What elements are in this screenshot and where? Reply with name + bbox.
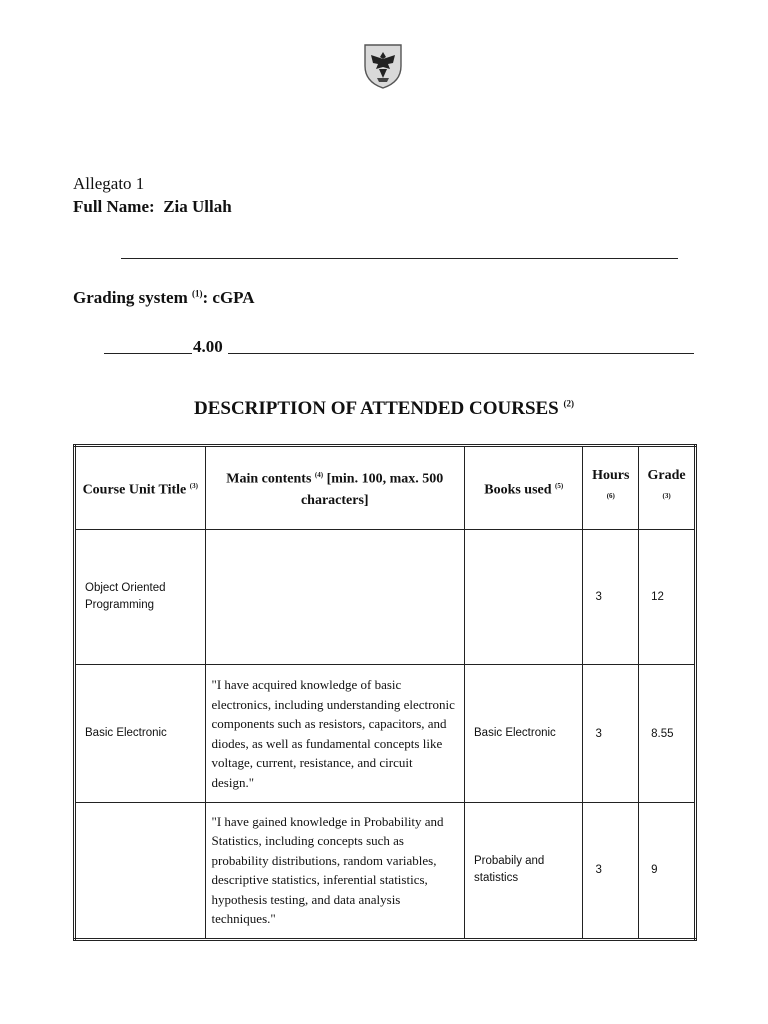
header-main-contents-note: [min. 100, max. 500 characters] [300, 471, 444, 508]
course-title-cell: Object Oriented Programming [75, 530, 206, 665]
table-header-row [75, 446, 696, 530]
header-hours [583, 446, 639, 530]
course-hours-cell: 3 [583, 802, 639, 939]
allegato-label: Allegato 1 [73, 174, 145, 193]
header-main-contents-text: Main contents [226, 471, 312, 487]
header-hours-text: Hours [592, 468, 630, 484]
gpa-value: 4.00 [193, 337, 223, 356]
header-course-title-footnote: (3) [189, 481, 198, 490]
header-books-used [465, 446, 583, 530]
full-name-value: Zia Ullah [163, 197, 232, 216]
course-title-cell: Basic Electronic [75, 665, 206, 802]
course-grade-cell: 9 [639, 802, 696, 939]
courses-table [73, 444, 697, 941]
course-books-cell [465, 530, 583, 665]
section-title-text: DESCRIPTION OF ATTENDED COURSES [193, 398, 559, 419]
table-row [75, 530, 696, 665]
header-main-contents-footnote: (4) [314, 471, 324, 480]
course-books-cell: Basic Electronic [465, 665, 583, 802]
table-row [75, 802, 696, 939]
university-crest-logo [362, 42, 404, 90]
course-title-cell [75, 802, 206, 939]
course-grade-cell: 8.55 [639, 665, 696, 802]
header-books-used-text: Books used [484, 482, 552, 498]
grading-footnote: (1) [192, 288, 203, 299]
gpa-underline-left [104, 353, 192, 354]
course-contents-cell: "I have acquired knowledge of basic electronics, including understanding electronic components such as resistors, capacitors, and diodes, as well as fundamental concepts like voltage, current, resistance, and circuit design." [205, 665, 464, 802]
course-contents-cell [205, 530, 464, 665]
gpa-line [104, 337, 694, 357]
header-main-contents [205, 446, 464, 530]
underline-rule [121, 258, 678, 259]
full-name-label: Full Name: [73, 197, 155, 216]
course-grade-cell: 12 [639, 530, 696, 665]
section-title-footnote: (2) [563, 398, 575, 409]
gpa-underline-right [228, 353, 694, 354]
header-grade [639, 446, 696, 530]
header-hours-footnote: (6) [606, 492, 615, 501]
grading-label: Grading system [73, 288, 188, 307]
header-course-title [75, 446, 206, 530]
course-books-cell: Probabily and statistics [465, 802, 583, 939]
course-hours-cell: 3 [583, 665, 639, 802]
header-grade-footnote: (3) [662, 492, 671, 501]
table-row [75, 665, 696, 802]
section-title [0, 398, 768, 420]
header-course-title-text: Course Unit Title [82, 482, 187, 498]
header-books-used-footnote: (5) [555, 481, 564, 490]
grading-system-line [73, 288, 255, 308]
full-name-line [73, 197, 232, 217]
course-contents-cell: "I have gained knowledge in Probability and Statistics, including concepts such as probability distributions, random variables, descriptive statistics, inferential statistics, hypothesis testing, and data analysis techniques." [205, 802, 464, 939]
header-grade-text: Grade [647, 468, 686, 484]
course-hours-cell: 3 [583, 530, 639, 665]
grading-value: : cGPA [202, 288, 255, 307]
